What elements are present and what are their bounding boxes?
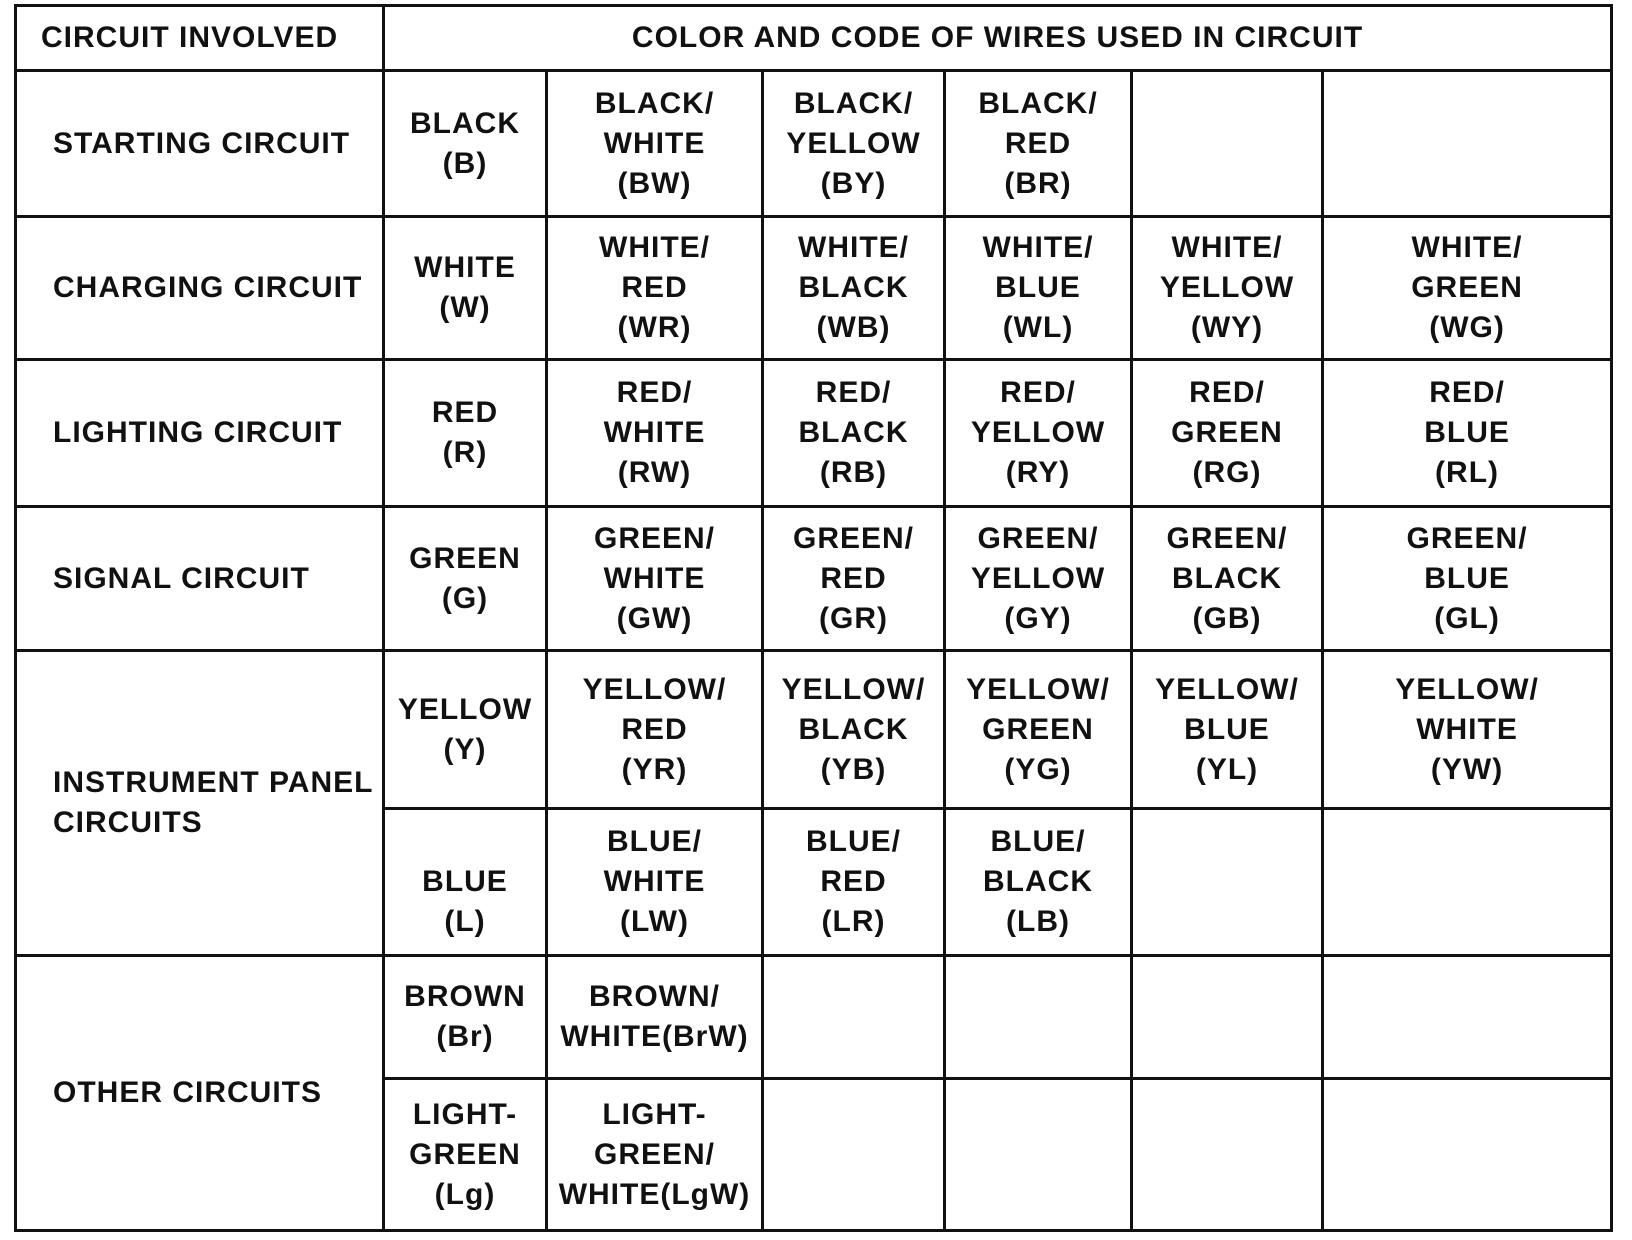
circuit-name: OTHER CIRCUITS (16, 955, 384, 1230)
wire-cell: GREEN/ WHITE (GW) (547, 507, 763, 651)
header-circuit-involved: CIRCUIT INVOLVED (16, 6, 384, 71)
circuit-name: STARTING CIRCUIT (16, 70, 384, 216)
wire-cell: YELLOW/ BLUE (YL) (1132, 651, 1323, 809)
table-row (16, 70, 1612, 216)
wire-cell (1323, 955, 1612, 1078)
wire-cell: BLUE/ WHITE (LW) (547, 809, 763, 955)
wire-cell: YELLOW/ RED (YR) (547, 651, 763, 809)
wire-cell: WHITE/ GREEN (WG) (1323, 217, 1612, 359)
wire-cell: BLACK (B) (384, 70, 547, 216)
wire-cell: GREEN (G) (384, 507, 547, 651)
wire-cell: BLUE (L) (384, 809, 547, 955)
circuit-name: LIGHTING CIRCUIT (16, 359, 384, 507)
wire-cell (1323, 809, 1612, 955)
wire-cell: GREEN/ BLACK (GB) (1132, 507, 1323, 651)
wire-cell: BROWN/ WHITE(BrW) (547, 955, 763, 1078)
wire-cell: RED/ GREEN (RG) (1132, 359, 1323, 507)
wire-cell: WHITE/ RED (WR) (547, 217, 763, 359)
wire-color-code-table (14, 4, 1613, 1232)
wire-cell (1323, 70, 1612, 216)
wire-cell (945, 1079, 1132, 1231)
wire-cell: YELLOW (Y) (384, 651, 547, 809)
wire-cell: GREEN/ BLUE (GL) (1323, 507, 1612, 651)
wire-cell (1132, 955, 1323, 1078)
header-color-and-code: COLOR AND CODE OF WIRES USED IN CIRCUIT (384, 6, 1612, 71)
wire-cell: BROWN (Br) (384, 955, 547, 1078)
table-row (16, 217, 1612, 359)
circuit-name: CHARGING CIRCUIT (16, 217, 384, 359)
table-row (16, 651, 1612, 809)
table-row (16, 955, 1612, 1078)
wire-cell: WHITE/ BLACK (WB) (763, 217, 945, 359)
wire-cell: WHITE (W) (384, 217, 547, 359)
wire-cell: BLUE/ BLACK (LB) (945, 809, 1132, 955)
wire-cell: YELLOW/ WHITE (YW) (1323, 651, 1612, 809)
wire-cell: RED/ BLUE (RL) (1323, 359, 1612, 507)
circuit-name: INSTRUMENT PANEL CIRCUITS (16, 651, 384, 955)
wire-cell (1132, 70, 1323, 216)
wire-cell (945, 955, 1132, 1078)
wire-cell: LIGHT- GREEN/ WHITE(LgW) (547, 1079, 763, 1231)
header-row (16, 6, 1612, 71)
table-row (16, 359, 1612, 507)
table-row (16, 507, 1612, 651)
wire-color-code-sheet (14, 4, 1610, 1232)
wire-cell: YELLOW/ GREEN (YG) (945, 651, 1132, 809)
wire-cell (763, 955, 945, 1078)
wire-cell: BLACK/ YELLOW (BY) (763, 70, 945, 216)
wire-cell: GREEN/ YELLOW (GY) (945, 507, 1132, 651)
wire-cell (1132, 1079, 1323, 1231)
wire-cell: RED/ BLACK (RB) (763, 359, 945, 507)
wire-cell: YELLOW/ BLACK (YB) (763, 651, 945, 809)
wire-cell: GREEN/ RED (GR) (763, 507, 945, 651)
wire-cell (1132, 809, 1323, 955)
wire-cell: RED (R) (384, 359, 547, 507)
wire-cell (1323, 1079, 1612, 1231)
wire-cell (763, 1079, 945, 1231)
wire-cell: WHITE/ BLUE (WL) (945, 217, 1132, 359)
wire-cell: BLACK/ RED (BR) (945, 70, 1132, 216)
wire-cell: RED/ YELLOW (RY) (945, 359, 1132, 507)
circuit-name: SIGNAL CIRCUIT (16, 507, 384, 651)
wire-cell: RED/ WHITE (RW) (547, 359, 763, 507)
wire-cell: WHITE/ YELLOW (WY) (1132, 217, 1323, 359)
wire-cell: LIGHT- GREEN (Lg) (384, 1079, 547, 1231)
wire-cell: BLACK/ WHITE (BW) (547, 70, 763, 216)
wire-cell: BLUE/ RED (LR) (763, 809, 945, 955)
